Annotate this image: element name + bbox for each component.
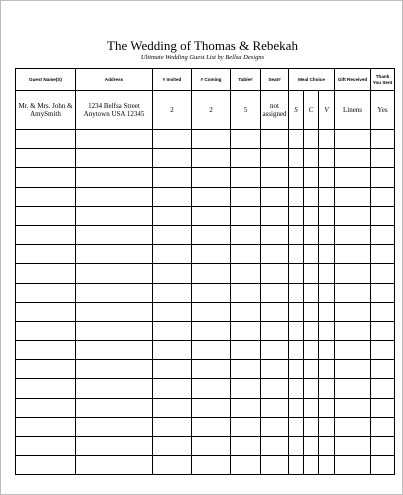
coming-cell[interactable] — [192, 168, 231, 187]
gift-received-cell[interactable] — [335, 130, 371, 149]
coming-cell[interactable] — [192, 283, 231, 302]
table-number-cell[interactable] — [231, 321, 261, 340]
thank-you-sent-cell[interactable]: Yes — [371, 91, 395, 130]
table-number-cell[interactable] — [231, 130, 261, 149]
invited-cell[interactable] — [153, 245, 192, 264]
gift-received-cell[interactable] — [335, 398, 371, 417]
meal-s-cell[interactable] — [289, 225, 304, 244]
table-row — [16, 360, 395, 379]
address-cell[interactable] — [76, 437, 153, 456]
meal-s-cell[interactable] — [289, 360, 304, 379]
guest-name-cell[interactable] — [16, 206, 76, 225]
thank-you-sent-cell[interactable] — [371, 456, 395, 475]
table-row — [16, 130, 395, 149]
meal-c-cell[interactable] — [304, 417, 319, 436]
address-cell[interactable] — [76, 283, 153, 302]
meal-c-cell[interactable] — [304, 225, 319, 244]
meal-s-cell[interactable] — [289, 417, 304, 436]
invited-cell[interactable] — [153, 321, 192, 340]
address-cell[interactable] — [76, 225, 153, 244]
thank-you-sent-cell[interactable] — [371, 149, 395, 168]
meal-c-cell[interactable] — [304, 321, 319, 340]
coming-cell[interactable] — [192, 245, 231, 264]
address-cell[interactable] — [76, 341, 153, 360]
coming-cell[interactable] — [192, 437, 231, 456]
meal-v-cell[interactable] — [319, 417, 335, 436]
table-row — [16, 264, 395, 283]
coming-cell[interactable] — [192, 398, 231, 417]
meal-c-cell[interactable] — [304, 360, 319, 379]
meal-c-cell[interactable] — [304, 341, 319, 360]
meal-s-cell[interactable] — [289, 149, 304, 168]
address-cell[interactable] — [76, 245, 153, 264]
table-row — [16, 302, 395, 321]
guest-name-cell[interactable] — [16, 187, 76, 206]
coming-cell[interactable] — [192, 225, 231, 244]
meal-v-cell[interactable] — [319, 225, 335, 244]
gift-received-cell[interactable]: Linens — [335, 91, 371, 130]
invited-cell[interactable] — [153, 149, 192, 168]
thank-you-sent-cell[interactable] — [371, 206, 395, 225]
thank-you-sent-cell[interactable] — [371, 130, 395, 149]
gift-received-cell[interactable] — [335, 264, 371, 283]
invited-cell[interactable] — [153, 398, 192, 417]
seat-cell[interactable] — [261, 245, 289, 264]
address-cell[interactable] — [76, 417, 153, 436]
meal-c-cell[interactable] — [304, 456, 319, 475]
meal-v-cell[interactable] — [319, 264, 335, 283]
thank-you-sent-cell[interactable] — [371, 283, 395, 302]
table-row — [16, 379, 395, 398]
address-cell[interactable] — [76, 206, 153, 225]
seat-cell[interactable] — [261, 206, 289, 225]
seat-cell[interactable] — [261, 321, 289, 340]
meal-v-cell[interactable] — [319, 456, 335, 475]
header-table: Table# — [231, 69, 261, 91]
meal-s-cell[interactable] — [289, 302, 304, 321]
seat-cell[interactable] — [261, 437, 289, 456]
invited-cell[interactable] — [153, 283, 192, 302]
table-number-cell[interactable] — [231, 264, 261, 283]
meal-c-cell[interactable] — [304, 398, 319, 417]
gift-received-cell[interactable] — [335, 168, 371, 187]
invited-cell[interactable] — [153, 302, 192, 321]
guest-name-cell[interactable] — [16, 283, 76, 302]
document-subtitle: Ultimate Wedding Guest List by Bellsa Designs — [140, 54, 265, 61]
seat-cell[interactable] — [261, 168, 289, 187]
gift-received-cell[interactable] — [335, 321, 371, 340]
gift-received-cell[interactable] — [335, 456, 371, 475]
coming-cell[interactable] — [192, 379, 231, 398]
address-cell[interactable] — [76, 302, 153, 321]
address-cell[interactable] — [76, 130, 153, 149]
coming-cell[interactable] — [192, 206, 231, 225]
address-cell[interactable] — [76, 321, 153, 340]
header-gift-received: Gift Received — [335, 69, 371, 91]
table-number-cell[interactable] — [231, 149, 261, 168]
address-cell[interactable]: 1234 Belfsa Street Anytown USA 12345 — [76, 91, 153, 130]
guest-name-cell[interactable]: Mr. & Mrs. John & AmySmith — [16, 91, 76, 130]
meal-s-cell[interactable] — [289, 245, 304, 264]
address-cell[interactable] — [76, 149, 153, 168]
guest-name-cell[interactable] — [16, 417, 76, 436]
invited-cell[interactable] — [153, 187, 192, 206]
table-number-cell[interactable] — [231, 225, 261, 244]
seat-cell[interactable] — [261, 302, 289, 321]
meal-s-cell[interactable] — [289, 206, 304, 225]
seat-cell[interactable] — [261, 187, 289, 206]
guest-name-cell[interactable] — [16, 149, 76, 168]
thank-you-sent-cell[interactable] — [371, 417, 395, 436]
meal-v-cell[interactable] — [319, 379, 335, 398]
meal-v-cell[interactable] — [319, 437, 335, 456]
meal-s-cell[interactable]: S — [289, 91, 304, 130]
address-cell[interactable] — [76, 379, 153, 398]
invited-cell[interactable] — [153, 264, 192, 283]
seat-cell[interactable] — [261, 283, 289, 302]
gift-received-cell[interactable] — [335, 360, 371, 379]
meal-s-cell[interactable] — [289, 341, 304, 360]
guest-name-cell[interactable] — [16, 168, 76, 187]
meal-c-cell[interactable] — [304, 302, 319, 321]
document-title: The Wedding of Thomas & Rebekah — [107, 38, 298, 53]
header-seat: Seat# — [261, 69, 289, 91]
gift-received-cell[interactable] — [335, 206, 371, 225]
gift-received-cell[interactable] — [335, 245, 371, 264]
thank-you-sent-cell[interactable] — [371, 245, 395, 264]
address-cell[interactable] — [76, 398, 153, 417]
thank-you-sent-cell[interactable] — [371, 264, 395, 283]
gift-received-cell[interactable] — [335, 341, 371, 360]
meal-c-cell[interactable] — [304, 206, 319, 225]
meal-v-cell[interactable] — [319, 341, 335, 360]
meal-s-cell[interactable] — [289, 379, 304, 398]
meal-v-cell[interactable] — [319, 187, 335, 206]
table-number-cell[interactable] — [231, 360, 261, 379]
meal-c-cell[interactable] — [304, 130, 319, 149]
meal-c-cell[interactable] — [304, 264, 319, 283]
table-row — [16, 283, 395, 302]
guest-name-cell[interactable] — [16, 321, 76, 340]
seat-cell[interactable] — [261, 379, 289, 398]
coming-cell[interactable] — [192, 417, 231, 436]
address-cell[interactable] — [76, 360, 153, 379]
guest-name-cell[interactable] — [16, 437, 76, 456]
guest-name-cell[interactable] — [16, 456, 76, 475]
invited-cell[interactable] — [153, 417, 192, 436]
meal-s-cell[interactable] — [289, 456, 304, 475]
guest-name-cell[interactable] — [16, 341, 76, 360]
gift-received-cell[interactable] — [335, 417, 371, 436]
seat-cell[interactable] — [261, 130, 289, 149]
meal-c-cell[interactable] — [304, 168, 319, 187]
table-row — [16, 206, 395, 225]
gift-received-cell[interactable] — [335, 225, 371, 244]
seat-cell[interactable] — [261, 456, 289, 475]
thank-you-sent-cell[interactable] — [371, 168, 395, 187]
meal-v-cell[interactable] — [319, 168, 335, 187]
seat-cell[interactable] — [261, 149, 289, 168]
gift-received-cell[interactable] — [335, 187, 371, 206]
table-number-cell[interactable] — [231, 302, 261, 321]
table-number-cell[interactable] — [231, 379, 261, 398]
coming-cell[interactable] — [192, 341, 231, 360]
invited-cell[interactable] — [153, 360, 192, 379]
meal-v-cell[interactable] — [319, 206, 335, 225]
table-row — [16, 245, 395, 264]
table-number-cell[interactable]: 5 — [231, 91, 261, 130]
address-cell[interactable] — [76, 168, 153, 187]
table-row — [16, 417, 395, 436]
meal-v-cell[interactable] — [319, 245, 335, 264]
header-address: Address — [76, 69, 153, 91]
coming-cell[interactable] — [192, 187, 231, 206]
table-row — [16, 321, 395, 340]
thank-you-sent-cell[interactable] — [371, 302, 395, 321]
meal-c-cell[interactable] — [304, 149, 319, 168]
header-coming: # Coming — [192, 69, 231, 91]
address-cell[interactable] — [76, 187, 153, 206]
thank-you-sent-cell[interactable] — [371, 437, 395, 456]
table-row — [16, 341, 395, 360]
thank-you-sent-cell[interactable] — [371, 187, 395, 206]
table-row — [16, 91, 395, 130]
guest-name-cell[interactable] — [16, 225, 76, 244]
coming-cell[interactable] — [192, 130, 231, 149]
meal-s-cell[interactable] — [289, 130, 304, 149]
table-row — [16, 398, 395, 417]
meal-c-cell[interactable] — [304, 283, 319, 302]
meal-c-cell[interactable] — [304, 187, 319, 206]
coming-cell[interactable] — [192, 456, 231, 475]
coming-cell[interactable] — [192, 302, 231, 321]
guest-list-table — [15, 68, 395, 475]
header-row — [16, 69, 395, 91]
table-row — [16, 437, 395, 456]
guest-name-cell[interactable] — [16, 264, 76, 283]
invited-cell[interactable] — [153, 130, 192, 149]
coming-cell[interactable] — [192, 321, 231, 340]
address-cell[interactable] — [76, 456, 153, 475]
meal-v-cell[interactable] — [319, 321, 335, 340]
seat-cell[interactable] — [261, 225, 289, 244]
meal-v-cell[interactable] — [319, 302, 335, 321]
invited-cell[interactable] — [153, 456, 192, 475]
coming-cell[interactable]: 2 — [192, 91, 231, 130]
meal-s-cell[interactable] — [289, 283, 304, 302]
table-row — [16, 168, 395, 187]
seat-cell[interactable]: not assigned — [261, 91, 289, 130]
meal-v-cell[interactable] — [319, 149, 335, 168]
meal-s-cell[interactable] — [289, 264, 304, 283]
invited-cell[interactable] — [153, 225, 192, 244]
meal-v-cell[interactable]: V — [319, 91, 335, 130]
invited-cell[interactable] — [153, 437, 192, 456]
table-number-cell[interactable] — [231, 398, 261, 417]
thank-you-sent-cell[interactable] — [371, 321, 395, 340]
seat-cell[interactable] — [261, 398, 289, 417]
meal-s-cell[interactable] — [289, 187, 304, 206]
table-number-cell[interactable] — [231, 168, 261, 187]
table-row — [16, 187, 395, 206]
seat-cell[interactable] — [261, 417, 289, 436]
meal-v-cell[interactable] — [319, 360, 335, 379]
guest-name-cell[interactable] — [16, 398, 76, 417]
meal-s-cell[interactable] — [289, 398, 304, 417]
invited-cell[interactable] — [153, 206, 192, 225]
header-guest-name: Guest Name(S) — [16, 69, 76, 91]
meal-c-cell[interactable] — [304, 437, 319, 456]
gift-received-cell[interactable] — [335, 302, 371, 321]
table-number-cell[interactable] — [231, 417, 261, 436]
meal-v-cell[interactable] — [319, 130, 335, 149]
seat-cell[interactable] — [261, 360, 289, 379]
gift-received-cell[interactable] — [335, 283, 371, 302]
table-number-cell[interactable] — [231, 341, 261, 360]
coming-cell[interactable] — [192, 149, 231, 168]
meal-c-cell[interactable] — [304, 379, 319, 398]
header-thank-you-sent: Thank You Sent — [371, 69, 395, 91]
header-meal-choice: Meal Choice — [289, 69, 335, 91]
gift-received-cell[interactable] — [335, 437, 371, 456]
invited-cell[interactable]: 2 — [153, 91, 192, 130]
meal-c-cell[interactable]: C — [304, 91, 319, 130]
thank-you-sent-cell[interactable] — [371, 379, 395, 398]
seat-cell[interactable] — [261, 264, 289, 283]
invited-cell[interactable] — [153, 168, 192, 187]
table-row — [16, 225, 395, 244]
meal-c-cell[interactable] — [304, 245, 319, 264]
seat-cell[interactable] — [261, 341, 289, 360]
table-number-cell[interactable] — [231, 456, 261, 475]
table-number-cell[interactable] — [231, 187, 261, 206]
thank-you-sent-cell[interactable] — [371, 225, 395, 244]
gift-received-cell[interactable] — [335, 149, 371, 168]
guest-name-cell[interactable] — [16, 130, 76, 149]
coming-cell[interactable] — [192, 360, 231, 379]
meal-s-cell[interactable] — [289, 437, 304, 456]
guest-name-cell[interactable] — [16, 245, 76, 264]
header-invited: # Invited — [153, 69, 192, 91]
table-number-cell[interactable] — [231, 437, 261, 456]
meal-v-cell[interactable] — [319, 283, 335, 302]
thank-you-sent-cell[interactable] — [371, 360, 395, 379]
thank-you-sent-cell[interactable] — [371, 341, 395, 360]
coming-cell[interactable] — [192, 264, 231, 283]
thank-you-sent-cell[interactable] — [371, 398, 395, 417]
table-row — [16, 149, 395, 168]
table-row — [16, 456, 395, 475]
invited-cell[interactable] — [153, 379, 192, 398]
guest-name-cell[interactable] — [16, 379, 76, 398]
guest-name-cell[interactable] — [16, 360, 76, 379]
table-number-cell[interactable] — [231, 245, 261, 264]
invited-cell[interactable] — [153, 341, 192, 360]
table-number-cell[interactable] — [231, 206, 261, 225]
address-cell[interactable] — [76, 264, 153, 283]
meal-s-cell[interactable] — [289, 321, 304, 340]
meal-s-cell[interactable] — [289, 168, 304, 187]
table-number-cell[interactable] — [231, 283, 261, 302]
guest-name-cell[interactable] — [16, 302, 76, 321]
meal-v-cell[interactable] — [319, 398, 335, 417]
gift-received-cell[interactable] — [335, 379, 371, 398]
